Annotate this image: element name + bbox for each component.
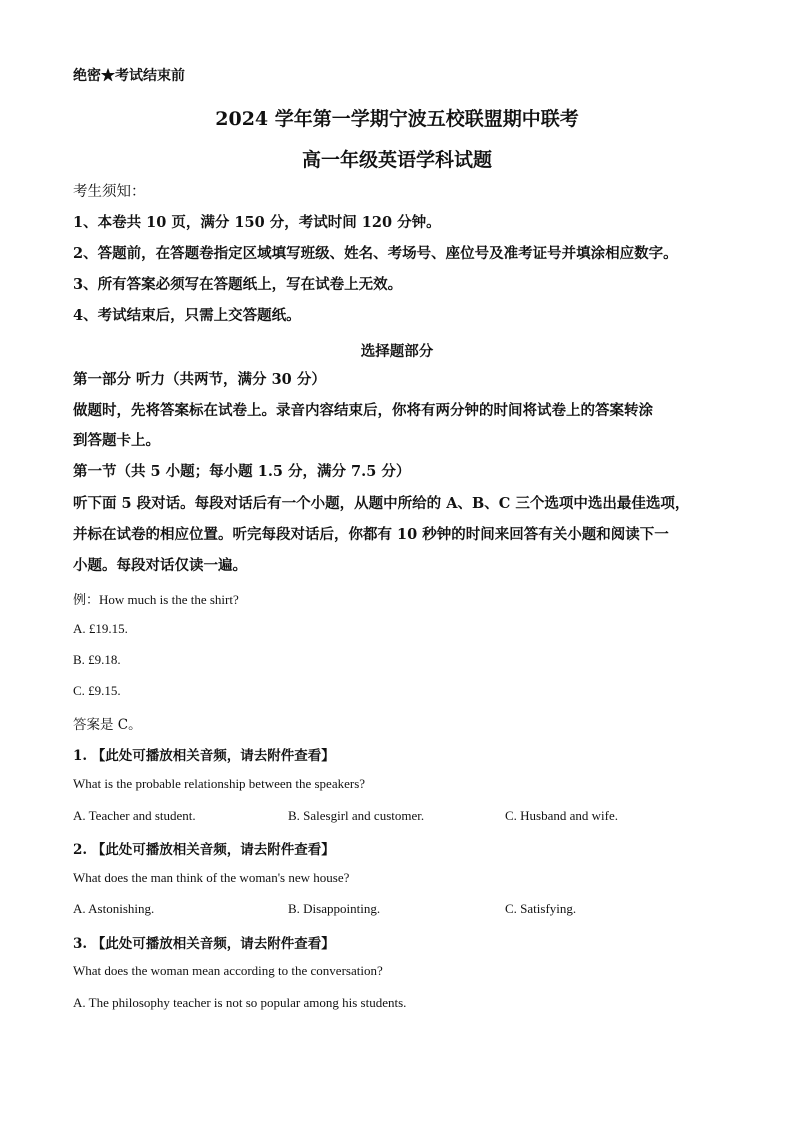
question-text: What does the woman mean according to the conversation? xyxy=(73,963,383,978)
subsection-instructions: 小题。每段对话仅读一遍。 xyxy=(73,557,247,574)
part-heading: 第一部分 听力（共两节，满分 30 分） xyxy=(73,371,326,388)
example-question-text: 例：How much is the the shirt? xyxy=(73,592,239,607)
question-option-a: A. Teacher and student. xyxy=(73,808,196,823)
confidential-label: 绝密★考试结束前 xyxy=(73,68,185,84)
exam-subtitle: 高一年级英语学科试题 xyxy=(301,149,492,171)
question-option-b: B. Salesgirl and customer. xyxy=(288,808,425,823)
example-option-c: C. £9.15. xyxy=(73,683,121,698)
question-text: What is the probable relationship between the speakers? xyxy=(73,776,366,791)
notice-heading: 考生须知： xyxy=(73,184,146,200)
question-option-c: C. Husband and wife. xyxy=(505,808,619,823)
notice-item: 4、考试结束后，只需上交答题纸。 xyxy=(73,307,301,324)
example-answer: 答案是 C。 xyxy=(73,717,142,733)
question-text: What does the man think of the woman's new house? xyxy=(73,870,350,885)
notice-item: 2、答题前，在答题卷指定区域填写班级、姓名、考场号、座位号及准考证号并填涂相应数字。 xyxy=(73,245,678,262)
subsection-instructions: 并标在试卷的相应位置。听完每段对话后，你都有 10 秒钟的时间来回答有关小题和阅读下一 xyxy=(73,526,669,543)
section-label: 选择题部分 xyxy=(360,343,434,360)
question-audio: 1. 【此处可播放相关音频，请去附件查看】 xyxy=(73,748,335,764)
notice-item: 3、所有答案必须写在答题纸上，写在试卷上无效。 xyxy=(73,276,403,293)
question-audio: 2. 【此处可播放相关音频，请去附件查看】 xyxy=(73,842,335,858)
question-audio: 3. 【此处可播放相关音频，请去附件查看】 xyxy=(73,936,335,952)
question-option-a: A. The philosophy teacher is not so popular among his students. xyxy=(73,995,407,1010)
example-question xyxy=(73,589,239,608)
example-option-a: A. £19.15. xyxy=(73,621,128,636)
question-option-b: B. Disappointing. xyxy=(288,901,381,916)
question-option-a: A. Astonishing. xyxy=(73,901,155,916)
question-option-c: C. Satisfying. xyxy=(505,901,577,916)
notice-item: 1、本卷共 10 页，满分 150 分，考试时间 120 分钟。 xyxy=(73,214,441,231)
subsection-heading: 第一节（共 5 小题；每小题 1.5 分，满分 7.5 分） xyxy=(73,463,411,480)
example-option-b: B. £9.18. xyxy=(73,652,121,667)
part-instructions: 做题时，先将答案标在试卷上。录音内容结束后，你将有两分钟的时间将试卷上的答案转涂 xyxy=(73,402,653,419)
exam-title: 2024 学年第一学期宁波五校联盟期中联考 xyxy=(215,108,579,130)
subsection-instructions: 听下面 5 段对话。每段对话后有一个小题，从题中所给的 A、B、C 三个选项中选出最佳选项， xyxy=(73,495,690,512)
part-instructions: 到答题卡上。 xyxy=(73,432,160,449)
